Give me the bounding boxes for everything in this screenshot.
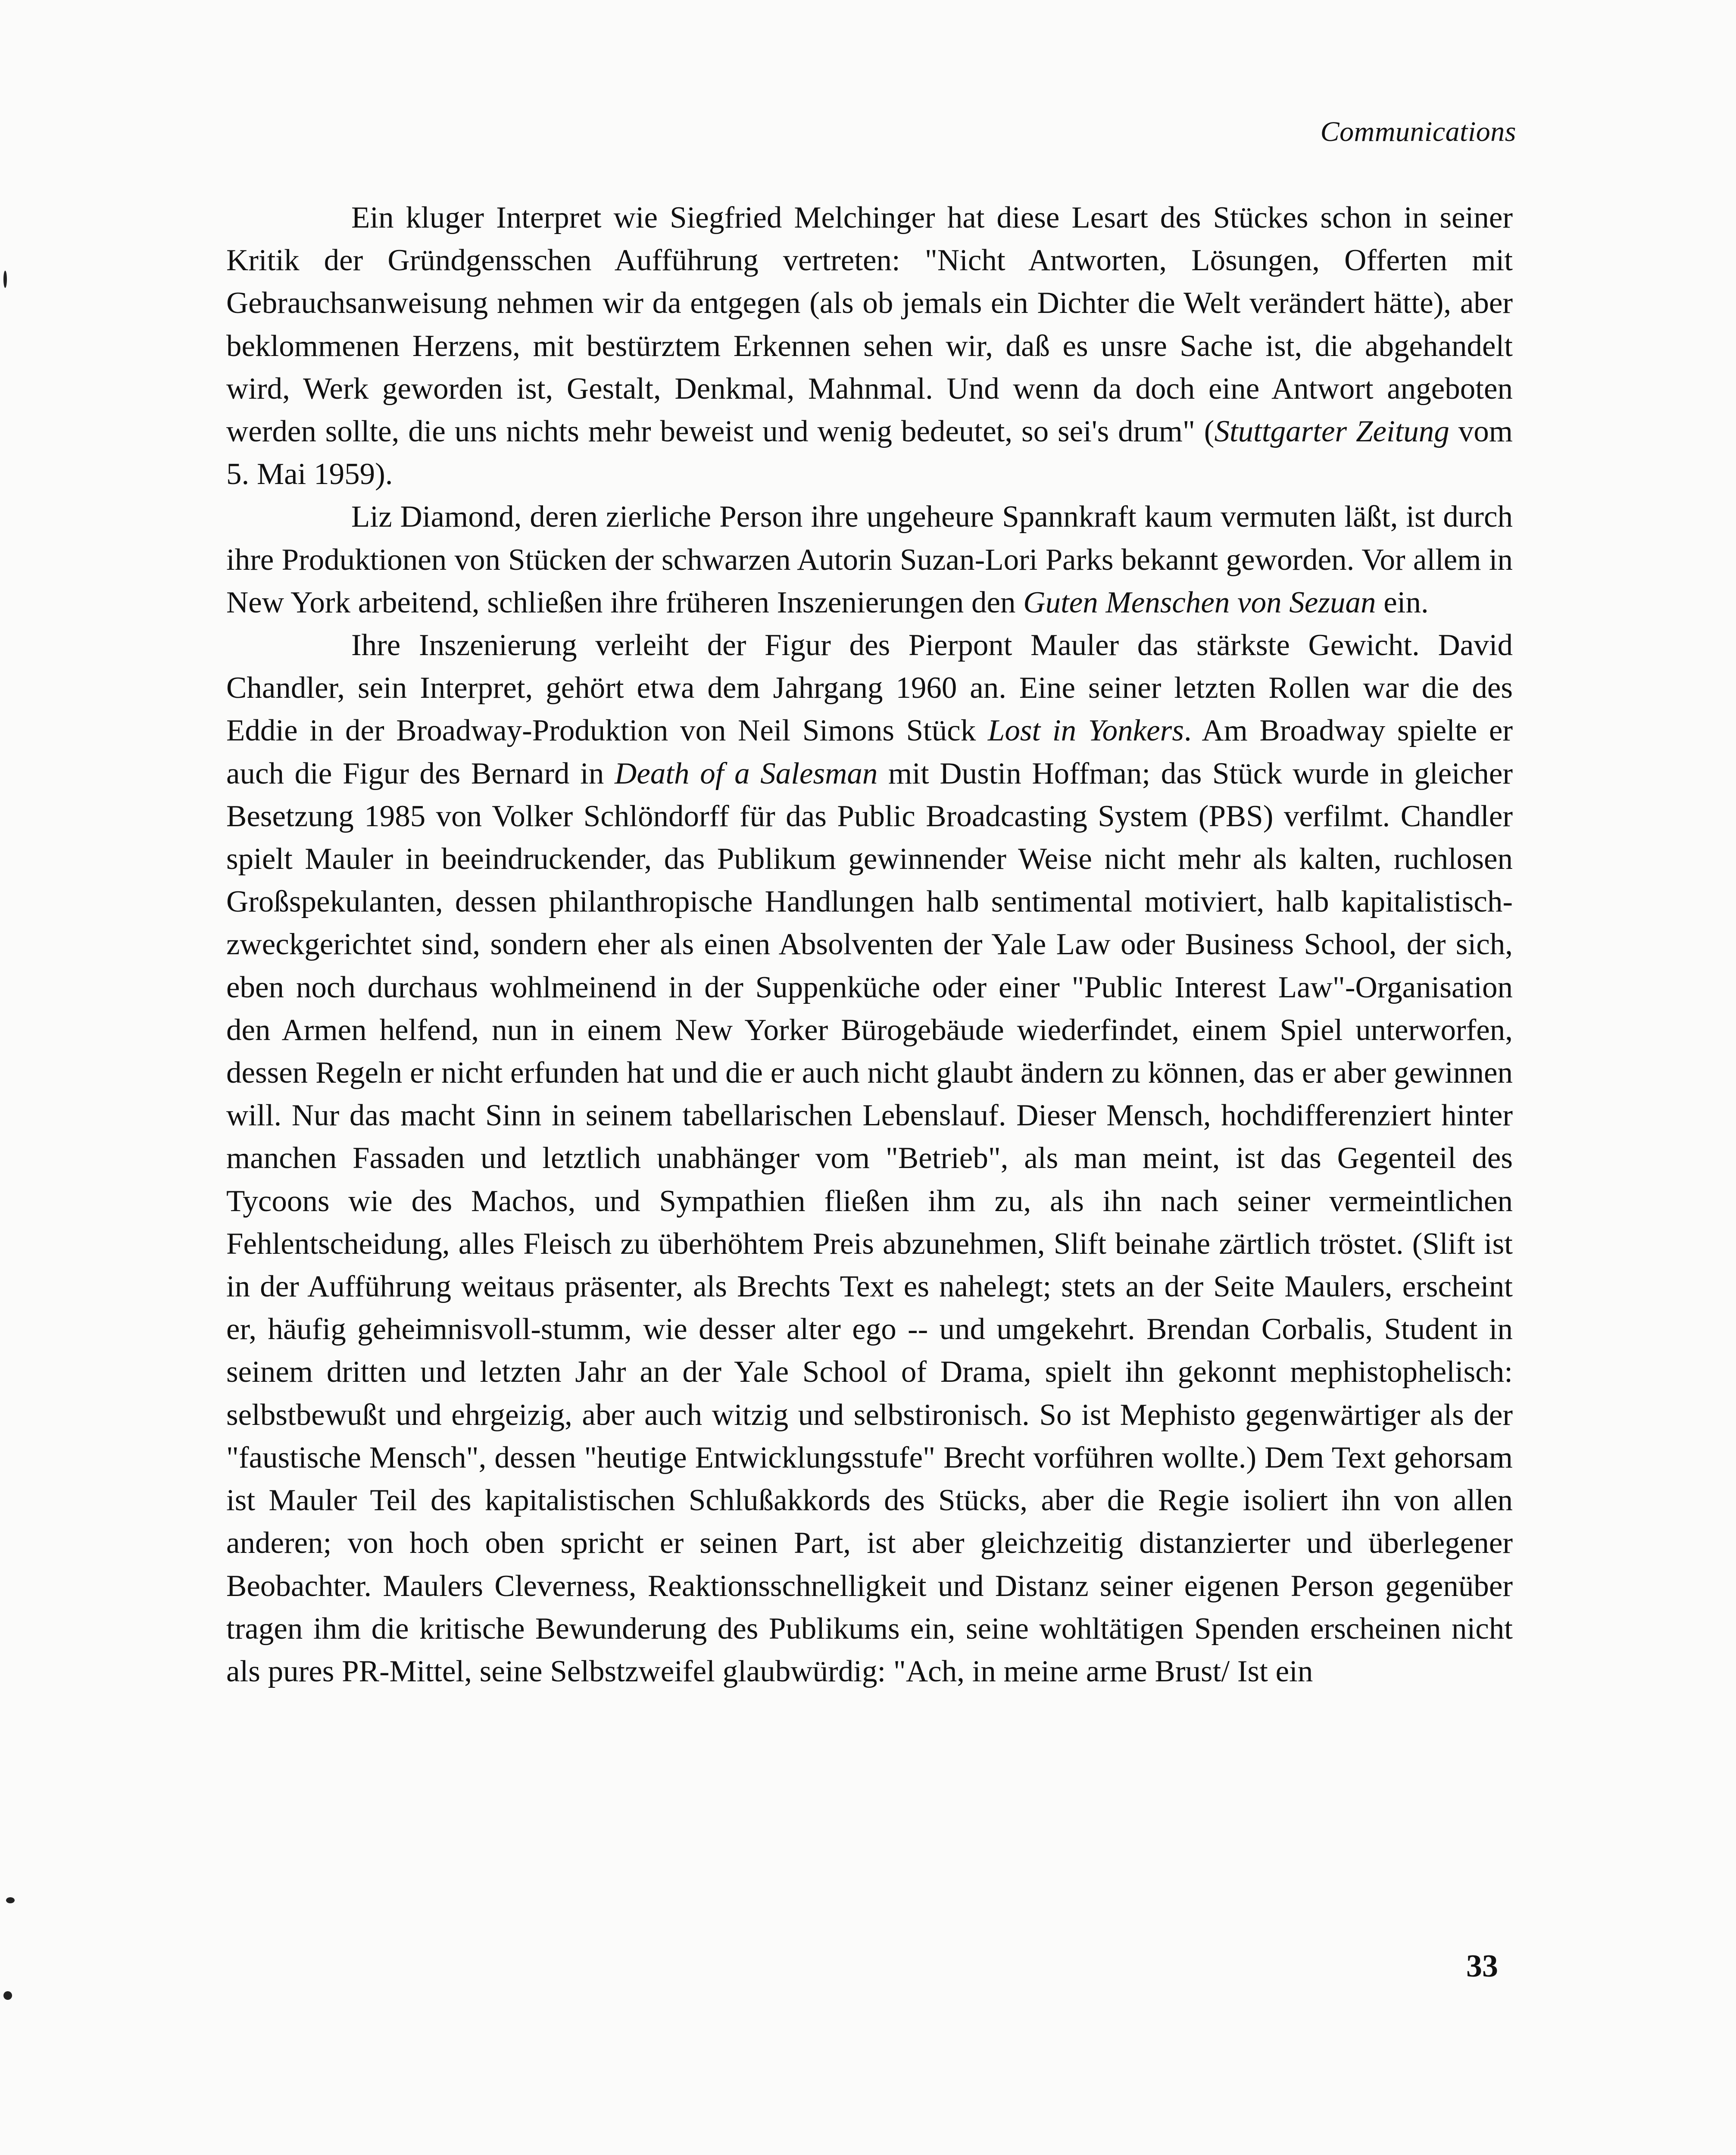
page-number: 33 bbox=[1466, 1949, 1498, 1984]
body-text bbox=[226, 197, 1513, 1693]
scan-mark bbox=[3, 1991, 12, 2000]
paragraph-3: Ihre Inszenierung verleiht der Figur des Pierpont Mauler das stärkste Gewicht. David Chandler, sein Interpret, gehört etwa dem Jahrgang 1960 an. Eine seiner letzten Rollen war die des Eddie in der Broadway-Produktion von Neil Simons Stück Lost in Yonkers. Am Broadway spielte er auch die Figur des Bernard in Death of a Salesman mit Dustin Hoffman; das Stück wurde in gleicher Besetzung 1985 von Volker Schlöndorff für das Public Broadcasting System (PBS) verfilmt. Chandler spielt Mauler in beeindruckender, das Publikum gewinnender Weise nicht mehr als kalten, ruchlosen Großspekulanten, dessen philanthropische Handlungen halb sentimental motiviert, halb kapitalistisch-zweckgerichtet sind, sondern eher als einen Absolventen der Yale Law oder Business School, der sich, eben noch durchaus wohlmeinend in der Suppenküche oder einer "Public Interest Law"-Organisation den Armen helfend, nun in einem New Yorker Bürogebäude wiederfindet, einem Spiel unterworfen, dessen Regeln er nicht erfunden hat und die er auch nicht glaubt ändern zu können, das er aber gewinnen will. Nur das macht Sinn in seinem tabellarischen Lebenslauf. Dieser Mensch, hochdifferenziert hinter manchen Fassaden und letztlich unabhänger vom "Betrieb", als man meint, ist das Gegenteil des Tycoons wie des Machos, und Sympathien fließen ihm zu, als ihn nach seiner vermeintlichen Fehlentscheidung, alles Fleisch zu überhöhtem Preis abzunehmen, Slift beinahe zärtlich tröstet. (Slift ist in der Aufführung weitaus präsenter, als Brechts Text es nahelegt; stets an der Seite Maulers, erscheint er, häufig geheimnisvoll-stumm, wie desser alter ego -- und umgekehrt. Brendan Corbalis, Student in seinem dritten und letzten Jahr an der Yale School of Drama, spielt ihn gekonnt mephistophelisch: selbstbewußt und ehrgeizig, aber auch witzig und selbstironisch. So ist Mephisto gegenwärtiger als der "faustische Mensch", dessen "heutige Entwicklungsstufe" Brecht vorführen wollte.) Dem Text gehorsam ist Mauler Teil des kapitalistischen Schlußakkords des Stücks, aber die Regie isoliert ihn von allen anderen; von hoch oben spricht er seinen Part, ist aber gleichzeitig distanzierter und überlegener Beobachter. Maulers Cleverness, Reaktionsschnelligkeit und Distanz seiner eigenen Person gegenüber tragen ihm die kritische Bewunderung des Publikums ein, seine wohltätigen Spenden erscheinen nicht als pures PR-Mittel, seine Selbstzweifel glaubwürdig: "Ach, in meine arme Brust/ Ist ein bbox=[226, 628, 1513, 1688]
paragraph-1: Ein kluger Interpret wie Siegfried Melchinger hat diese Lesart des Stückes schon in seiner Kritik der Gründgensschen Aufführung vertreten: "Nicht Antworten, Lösungen, Offerten mit Gebrauchsanweisung nehmen wir da entgegen (als ob jemals ein Dichter die Welt verändert hätte), aber beklommenen Herzens, mit bestürztem Erkennen sehen wir, daß es unsre Sache ist, die abgehandelt wird, Werk geworden ist, Gestalt, Denkmal, Mahnmal. Und wenn da doch eine Antwort angeboten werden sollte, die uns nichts mehr beweist und wenig bedeutet, so sei's drum" (Stuttgarter Zeitung vom 5. Mai 1959). bbox=[226, 201, 1513, 491]
scan-mark bbox=[6, 1897, 15, 1903]
paragraph-2: Liz Diamond, deren zierliche Person ihre ungeheure Spannkraft kaum vermuten läßt, ist durch ihre Produktionen von Stücken der schwarzen Autorin Suzan-Lori Parks bekannt geworden. Vor allem in New York arbeitend, schließen ihre früheren Inszenierungen den Guten Menschen von Sezuan ein. bbox=[226, 500, 1513, 619]
scan-mark bbox=[3, 271, 7, 288]
running-header: Communications bbox=[1320, 116, 1516, 147]
